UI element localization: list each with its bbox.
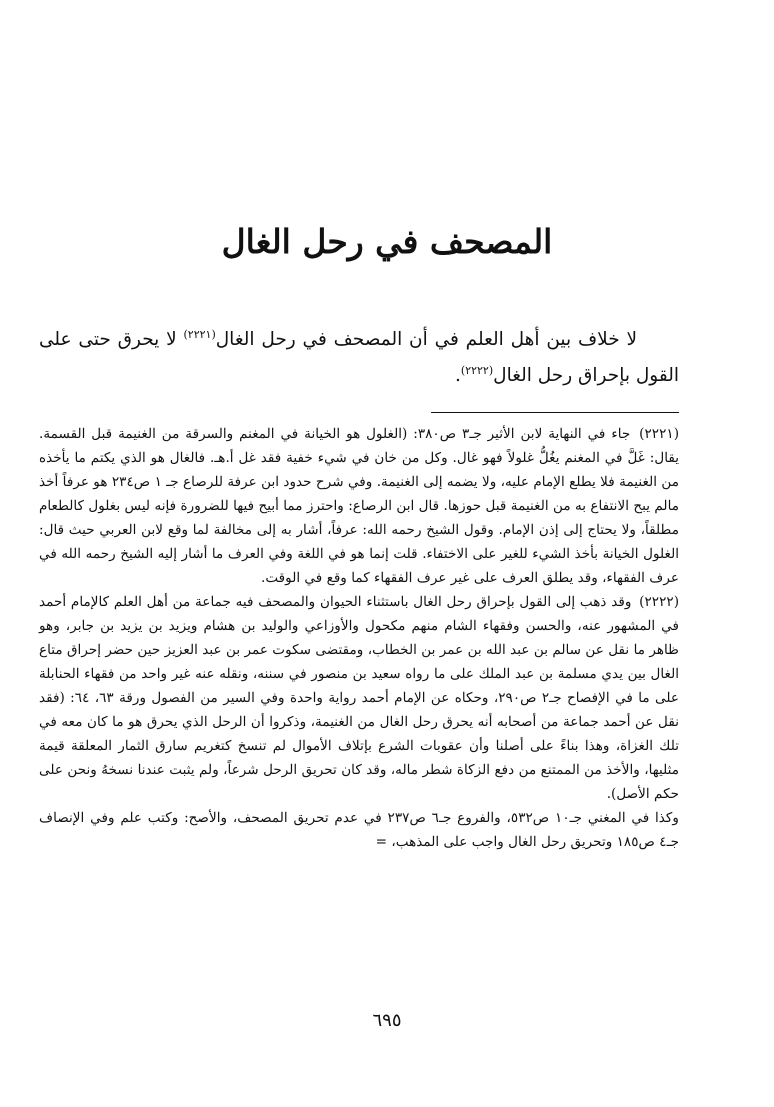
footnote-number: (٢٢٢٢) (639, 594, 679, 610)
page-number: ٦٩٥ (372, 1010, 402, 1031)
footnotes (39, 422, 679, 854)
footnote-ref: (٢٢٢١) (183, 327, 216, 341)
footnote-separator (431, 412, 679, 413)
footnote (39, 590, 679, 806)
footnote-ref: (٢٢٢٢) (460, 363, 494, 377)
main-text-2: لا يحرق حتى على القول بإحراق رحل الغال (39, 329, 679, 386)
page-title: المصحف في رحل الغال (221, 222, 553, 261)
main-text: لا خلاف بين أهل العلم في أن المصحف في رحل الغال (215, 329, 637, 350)
footnote-text: جاء في النهاية لابن الأثير جـ٣ ص٣٨٠: (الغلول هو الخيانة في المغنم والسرقة من الغنيمة قبل القسمة. يقال: غَلَّ في المغنم يغُلُّ غلولاً فهو غال. وكل من خان في شيء خفية فقد غل أ.هـ. فالغال هو الذي يكتم ما يأخذه من الغنيمة فلا يطلع الإمام عليه، ولا يضمه إلى الغنيمة. وفي شرح حدود ابن عرفة للرصاع جـ ١ ص٢٣٤ هو عرفاً أخذ مالم يبح الانتفاع به من الغنيمة قبل حوزها. قال ابن الرصاع: واحترز مما أبيح فيها للضرورة فإنه ليس بغلول كالطعام مطلقاً، ولا يحتاج إلى إذن الإمام. وقول الشيخ رحمه الله: عرفاً، أشار به إلى مخالفة لما وقع لابن العربي حيث قال: الغلول الخيانة بأخذ الشيء للغير على الاختفاء. قلت إنما هو في اللغة وفي العرف ما أشار إليه الشيخ رحمه الله في عرف الفقهاء، وقد يطلق العرف على غير عرف الفقهاء كما وقع في الوقت. (39, 426, 679, 586)
main-paragraph (39, 322, 679, 394)
footnote (39, 422, 679, 590)
main-text-end: . (455, 365, 461, 386)
footnote-number: (٢٢٢١) (639, 426, 679, 442)
footnote-continuation: وكذا في المغني جـ١٠ ص٥٣٢، والفروع جـ٦ ص٢٣٧ في عدم تحريق المصحف، والأصح: وكتب علم وفي الإنصاف جـ٤ ص١٨٥ وتحريق رحل الغال واجب على المذهب، = (39, 810, 679, 850)
footnote-text: وقد ذهب إلى القول بإحراق رحل الغال باستثناء الحيوان والمصحف فيه جماعة من أهل العلم كالإمام أحمد في المشهور عنه، والحسن وفقهاء الشام منهم مكحول والأوزاعي والوليد بن هشام ويزيد بن يزيد بن جابر، وهو ظاهر ما نقل عن سالم بن عبد الله بن عمر بن الخطاب، ومقتضى سكوت عمر بن عبد العزيز حين حضر إحراق متاع الغال بين يدي مسلمة بن عبد الملك على ما رواه سعيد بن منصور في سننه، ونقله عنه غير واحد من فقهاء الحنابلة على ما في الإفصاح جـ٢ ص٢٩٠، وحكاه عن الإمام أحمد رواية واحدة وفي السير من الفصول ورقة ٦٣، ٦٤: (فقد نقل عن أحمد جماعة من أصحابه أنه يحرق رحل الغال من الغنيمة، وذكروا أن الرحل الذي يحرق هو ما كان معه في تلك الغزاة، وهذا بناءً على أصلنا وأن عقوبات الشرع بإتلاف الأموال لم تنسخ كتغريم سارق الثمار المعلقة قيمة مثليها، والأخذ من الممتنع من دفع الزكاة شطر ماله، وقد كان تحريق الرحل شرعاً، ولم يثبت عندنا نسخهُ ونحن على حكم الأصل). (39, 594, 679, 802)
